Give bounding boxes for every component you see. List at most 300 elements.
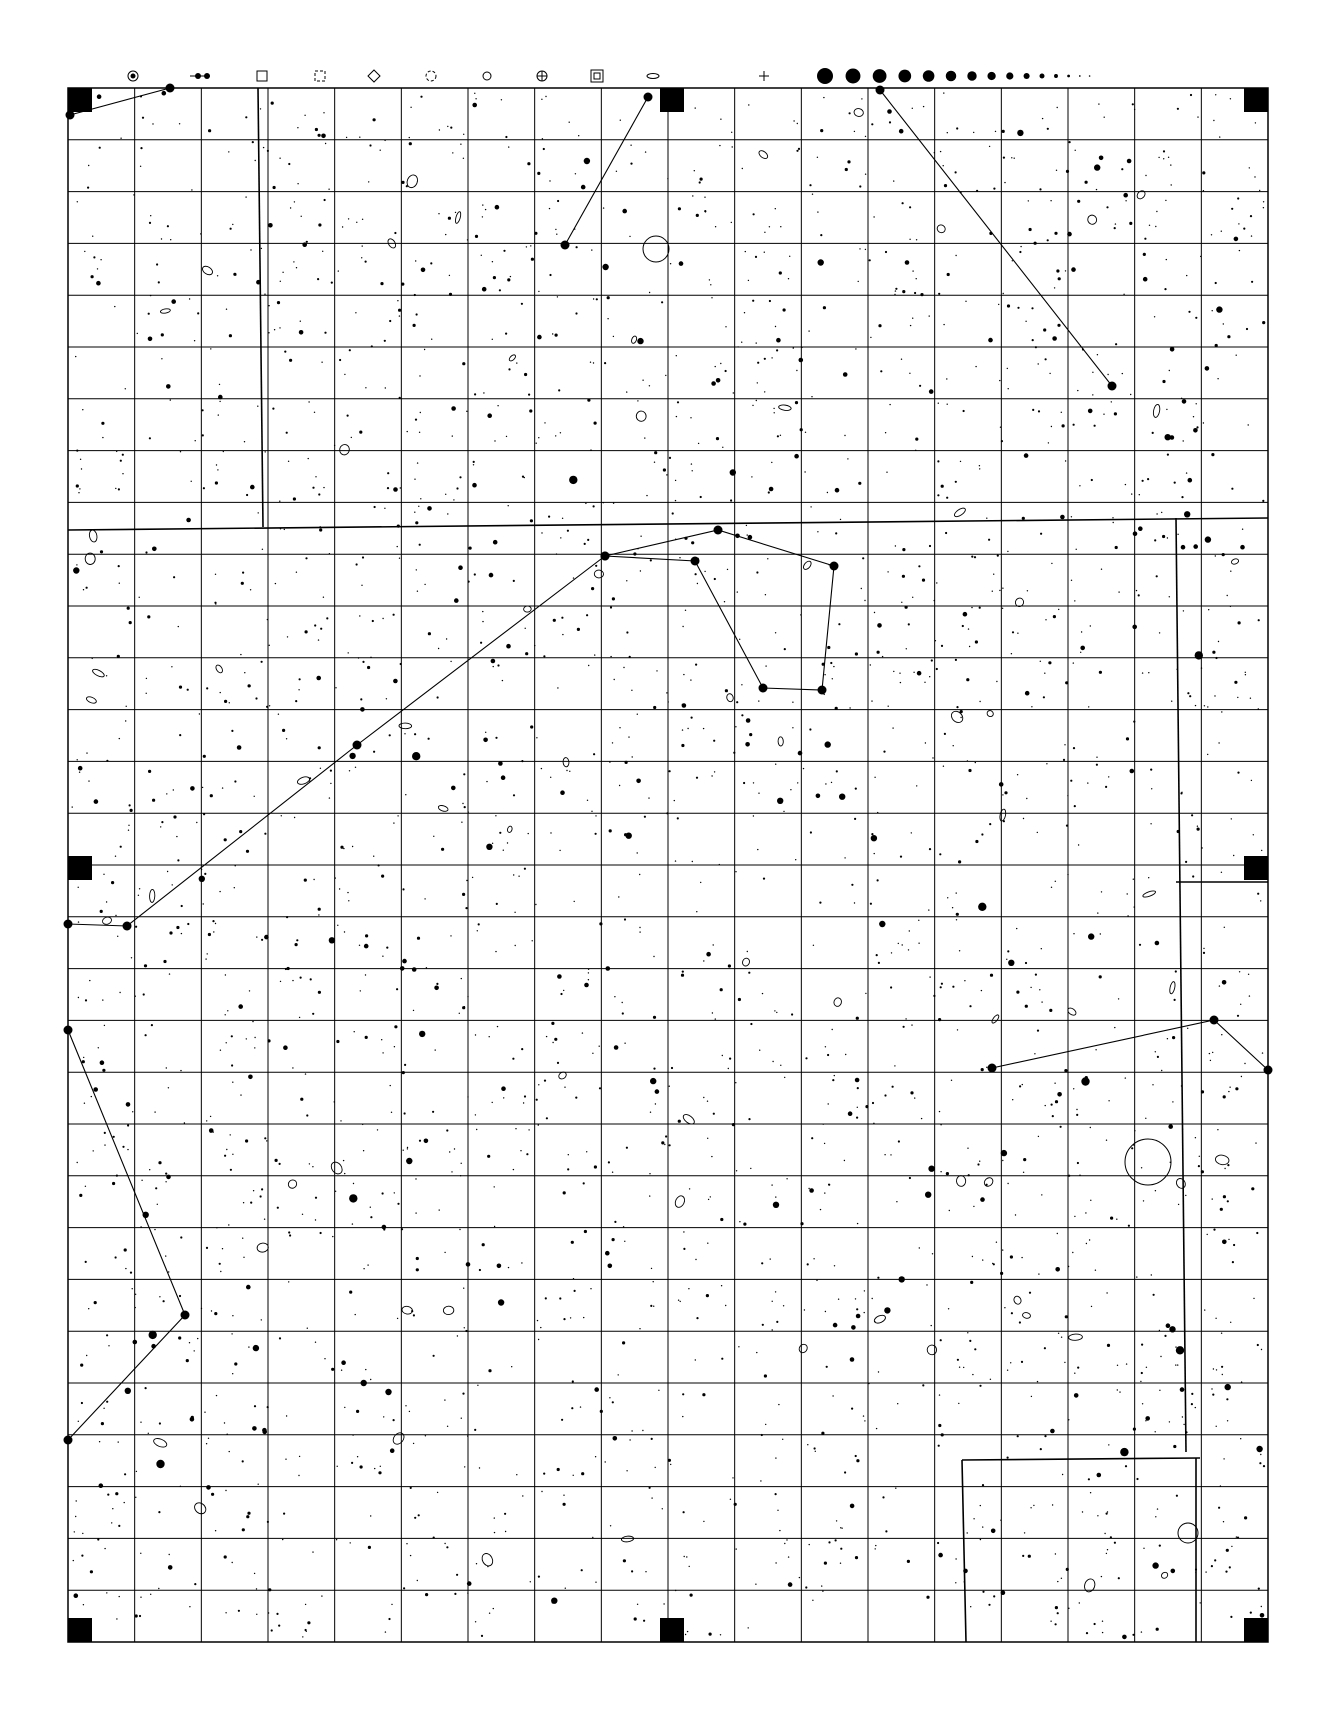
magnitude-dot <box>987 72 995 80</box>
star <box>999 380 1000 381</box>
star <box>318 223 321 226</box>
star <box>1245 672 1246 673</box>
star <box>813 1258 814 1259</box>
star <box>194 1583 196 1585</box>
star <box>447 1426 448 1427</box>
star <box>1159 1390 1160 1391</box>
star <box>748 1627 749 1628</box>
star <box>560 537 561 538</box>
star <box>315 1219 316 1220</box>
star <box>1104 117 1105 118</box>
galaxy-ellipse <box>1136 189 1147 200</box>
constellation-line <box>880 90 1112 386</box>
star <box>103 874 104 875</box>
star <box>511 1366 512 1367</box>
constellation-line <box>68 1030 185 1440</box>
star <box>234 780 236 782</box>
star <box>294 201 295 202</box>
star <box>707 1101 708 1102</box>
star <box>417 1580 418 1581</box>
star <box>515 945 516 946</box>
star <box>367 1264 368 1265</box>
star <box>786 1539 787 1540</box>
star <box>1115 343 1117 345</box>
star <box>254 1573 255 1574</box>
star <box>765 594 766 595</box>
star <box>1111 401 1112 402</box>
star <box>650 559 652 561</box>
star <box>1230 571 1231 572</box>
star <box>156 263 158 265</box>
star <box>696 214 699 217</box>
star <box>261 939 263 941</box>
star <box>902 290 905 293</box>
star <box>763 878 765 880</box>
star <box>1127 159 1132 164</box>
star <box>988 1604 990 1606</box>
star <box>692 470 693 471</box>
star <box>741 342 742 343</box>
star <box>608 1161 610 1163</box>
star <box>1090 625 1091 626</box>
star <box>1038 363 1039 364</box>
star <box>967 1532 968 1533</box>
star <box>710 284 711 285</box>
star <box>99 1441 100 1442</box>
star <box>380 1466 381 1467</box>
star <box>841 1528 842 1529</box>
star <box>486 844 492 850</box>
star <box>338 270 339 271</box>
star <box>756 571 758 573</box>
star <box>661 301 663 303</box>
star <box>903 1026 905 1028</box>
star <box>77 759 78 760</box>
star <box>663 1603 664 1604</box>
star <box>486 781 487 782</box>
star <box>653 1068 655 1070</box>
star <box>1212 310 1213 311</box>
star <box>1156 1628 1159 1631</box>
star <box>302 1214 303 1215</box>
star <box>382 1192 384 1194</box>
star <box>1221 1366 1223 1368</box>
star <box>314 624 316 626</box>
star <box>1008 960 1014 966</box>
star <box>865 993 866 994</box>
galaxy-ellipse <box>215 664 224 674</box>
galaxy-ellipse <box>1231 558 1240 565</box>
star <box>1078 844 1079 845</box>
star <box>293 497 296 500</box>
star <box>93 1087 98 1092</box>
star <box>730 1499 731 1500</box>
star <box>1055 1553 1056 1554</box>
star <box>1237 1015 1239 1017</box>
star <box>472 483 477 488</box>
star <box>264 1137 266 1139</box>
star <box>104 1025 105 1026</box>
star <box>877 879 879 881</box>
star <box>912 108 913 109</box>
star <box>1006 959 1007 960</box>
star <box>383 1228 385 1230</box>
star <box>982 1484 984 1486</box>
star <box>1025 691 1030 696</box>
star <box>179 686 182 689</box>
star <box>106 1334 108 1336</box>
star <box>1197 116 1198 117</box>
star <box>767 558 768 559</box>
star <box>899 673 900 674</box>
star <box>1262 500 1264 502</box>
star <box>704 571 705 572</box>
star <box>756 1352 757 1353</box>
star <box>122 473 123 474</box>
star <box>132 1111 133 1112</box>
star <box>535 904 536 905</box>
star <box>143 993 145 995</box>
star <box>1159 1545 1161 1547</box>
star <box>1253 834 1254 835</box>
star <box>416 1257 419 1260</box>
star <box>884 1307 890 1313</box>
star <box>439 129 440 130</box>
star <box>352 846 353 847</box>
star <box>431 339 432 340</box>
star <box>675 860 676 861</box>
star <box>1092 372 1093 373</box>
star <box>749 733 752 736</box>
star <box>708 1199 709 1200</box>
star <box>637 1604 638 1605</box>
star <box>574 901 575 902</box>
star <box>427 506 432 511</box>
star <box>250 249 251 250</box>
star <box>1049 373 1050 374</box>
star <box>1177 1364 1178 1365</box>
star <box>419 1140 421 1142</box>
star <box>827 646 830 649</box>
star <box>1186 472 1187 473</box>
star <box>437 696 439 698</box>
star <box>812 194 813 195</box>
star <box>735 871 736 872</box>
star <box>344 374 345 375</box>
star <box>1178 1204 1179 1205</box>
star <box>1150 823 1151 824</box>
star <box>563 1503 566 1506</box>
star <box>80 1364 83 1367</box>
star <box>981 833 983 835</box>
star <box>158 1588 159 1589</box>
star <box>593 298 594 299</box>
star <box>748 280 749 281</box>
star <box>753 782 754 783</box>
star <box>1027 590 1028 591</box>
star <box>571 1407 573 1409</box>
star <box>695 1259 696 1260</box>
star <box>304 879 307 882</box>
cross-marker-icon <box>759 71 769 81</box>
star <box>777 1510 778 1511</box>
magnitude-dot <box>1024 73 1030 79</box>
star <box>654 451 657 454</box>
star <box>650 1305 652 1307</box>
star <box>437 1492 438 1493</box>
star <box>1164 1335 1166 1337</box>
star <box>503 850 504 851</box>
star <box>325 143 326 144</box>
star <box>1239 250 1240 251</box>
star <box>826 1366 828 1368</box>
star <box>240 1094 241 1095</box>
star <box>1041 948 1042 949</box>
star <box>74 1531 75 1532</box>
star <box>1055 1100 1058 1103</box>
star <box>1170 164 1171 165</box>
star <box>1167 1038 1168 1039</box>
star <box>1031 307 1033 309</box>
star <box>242 1460 244 1462</box>
star <box>1227 595 1228 596</box>
star <box>676 416 677 417</box>
star <box>88 1308 89 1309</box>
star <box>1225 1384 1231 1390</box>
star <box>1190 94 1192 96</box>
star <box>538 1084 539 1085</box>
star <box>784 1543 785 1544</box>
star <box>330 770 332 772</box>
star <box>378 1471 381 1474</box>
star <box>1240 1004 1241 1005</box>
star <box>249 990 250 991</box>
star <box>1218 641 1219 642</box>
galaxy-ellipse <box>88 529 98 542</box>
star <box>1219 985 1220 986</box>
star <box>248 684 251 687</box>
star <box>160 826 161 827</box>
star <box>286 432 288 434</box>
star <box>206 1120 207 1121</box>
star <box>1057 107 1058 108</box>
star <box>1211 453 1214 456</box>
star <box>349 753 355 759</box>
star <box>1230 1616 1232 1618</box>
star <box>374 1468 375 1469</box>
star <box>916 278 917 279</box>
star <box>741 684 742 685</box>
star <box>1002 608 1003 609</box>
star <box>505 1531 506 1532</box>
star <box>649 292 650 293</box>
star <box>191 1416 194 1419</box>
star <box>1043 696 1045 698</box>
star <box>433 836 434 837</box>
star <box>639 927 640 928</box>
star <box>922 579 925 582</box>
star <box>256 1588 257 1589</box>
star <box>1221 711 1222 712</box>
star <box>286 1415 287 1416</box>
star <box>373 856 374 857</box>
star <box>307 1328 308 1329</box>
star <box>93 1150 94 1151</box>
star <box>231 730 233 732</box>
galaxy-ellipse <box>986 709 995 717</box>
star <box>215 481 218 484</box>
star <box>1042 118 1043 119</box>
star <box>1087 782 1088 783</box>
star <box>722 447 723 448</box>
star <box>824 674 825 675</box>
star <box>736 701 738 703</box>
star <box>166 1067 167 1068</box>
star <box>951 1080 952 1081</box>
star <box>916 239 917 240</box>
star <box>1237 697 1238 698</box>
star <box>1039 989 1040 990</box>
star <box>224 838 227 841</box>
star <box>956 913 959 916</box>
star <box>609 829 612 832</box>
galaxy-ellipse <box>443 1306 454 1315</box>
star <box>960 717 961 718</box>
star <box>807 1444 808 1445</box>
star <box>550 777 551 778</box>
star <box>832 1395 833 1396</box>
star <box>751 476 752 477</box>
star <box>494 440 495 441</box>
star <box>145 1387 147 1389</box>
star <box>169 1554 170 1555</box>
star <box>146 678 147 679</box>
star <box>1058 1333 1059 1334</box>
star <box>145 1034 147 1036</box>
star <box>1043 328 1046 331</box>
star <box>713 944 714 945</box>
star <box>692 195 693 196</box>
star <box>504 1513 506 1515</box>
star <box>562 518 563 519</box>
star <box>240 654 241 655</box>
star <box>737 591 738 592</box>
star <box>607 296 610 299</box>
star <box>669 1086 670 1087</box>
star <box>1112 517 1113 518</box>
star <box>144 964 147 967</box>
star <box>224 700 227 703</box>
star <box>1150 769 1152 771</box>
star <box>173 576 175 578</box>
star <box>870 664 871 665</box>
star <box>462 362 465 365</box>
star <box>669 1144 671 1146</box>
star <box>968 769 971 772</box>
star <box>665 1135 667 1137</box>
star <box>556 234 557 235</box>
star <box>76 1500 77 1501</box>
star <box>190 786 195 791</box>
star <box>609 1397 610 1398</box>
star <box>222 1248 223 1249</box>
star <box>850 1504 855 1509</box>
star <box>232 1082 233 1083</box>
star <box>739 639 740 640</box>
star <box>225 974 226 975</box>
star <box>493 276 496 279</box>
star <box>947 132 948 133</box>
star <box>543 1473 545 1475</box>
star <box>901 359 902 360</box>
star <box>938 1553 943 1558</box>
star <box>147 615 150 618</box>
star <box>843 372 848 377</box>
star <box>381 1039 382 1040</box>
star <box>1155 1190 1156 1191</box>
star <box>219 384 220 385</box>
galaxy-ellipse <box>873 1314 887 1325</box>
star <box>645 1571 646 1572</box>
star <box>388 1618 390 1620</box>
star <box>1095 1270 1096 1271</box>
star <box>745 251 746 252</box>
star <box>523 1102 524 1103</box>
star <box>587 539 589 541</box>
star <box>902 548 905 551</box>
magnitude-dot <box>946 71 957 82</box>
star <box>1155 1516 1156 1517</box>
star <box>1248 424 1249 425</box>
star <box>890 1154 891 1155</box>
star <box>542 138 543 139</box>
star <box>613 1436 618 1441</box>
star <box>1174 482 1176 484</box>
star <box>390 1448 395 1453</box>
star <box>715 1018 716 1019</box>
star <box>472 103 477 108</box>
star <box>294 817 295 818</box>
star <box>967 1332 968 1333</box>
star <box>690 417 691 418</box>
galaxy-ellipse <box>508 354 516 362</box>
star <box>356 563 358 565</box>
star <box>261 248 262 249</box>
star <box>728 1068 729 1069</box>
star <box>753 213 755 215</box>
star <box>873 216 874 217</box>
star <box>624 1241 625 1242</box>
star <box>1108 1100 1109 1101</box>
star <box>1217 1129 1218 1130</box>
star <box>825 1311 826 1312</box>
star <box>1261 1349 1262 1350</box>
star <box>599 1087 601 1089</box>
star <box>264 294 265 295</box>
star <box>1048 442 1049 443</box>
star <box>497 664 499 666</box>
star <box>250 589 251 590</box>
star <box>1095 1049 1096 1050</box>
star <box>678 1300 679 1301</box>
star <box>856 1017 859 1020</box>
star <box>340 846 343 849</box>
magnitude-dot <box>898 70 911 83</box>
star <box>653 1306 654 1307</box>
star <box>764 252 765 253</box>
star <box>302 1636 303 1637</box>
star <box>1045 619 1046 620</box>
